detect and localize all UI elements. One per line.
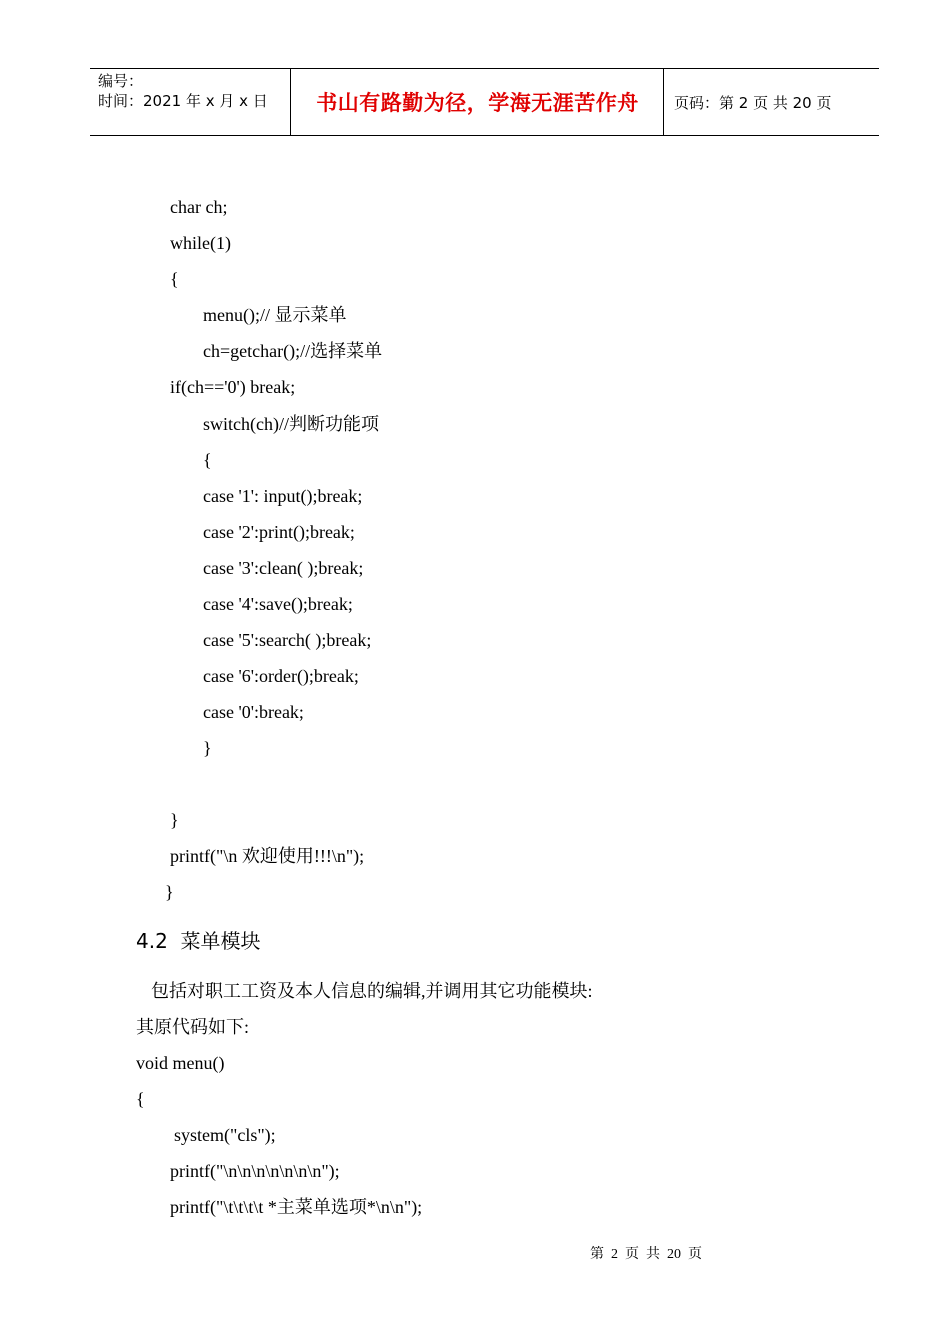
code-line: printf("\n\n\n\n\n\n\n"); xyxy=(170,1161,340,1181)
code-line: case '3':clean( );break; xyxy=(203,558,364,578)
header-number-label: 编号： xyxy=(98,72,144,90)
code-line: case '2':print();break; xyxy=(203,522,355,542)
code-line: } xyxy=(203,738,212,758)
source-label: 其原代码如下: xyxy=(136,1017,250,1037)
code-line: void menu() xyxy=(136,1053,225,1073)
code-line: case '1': input();break; xyxy=(203,486,363,506)
code-line: case '6':order();break; xyxy=(203,666,359,686)
page-header xyxy=(90,68,879,136)
page-footer: 第 2 页 共 20 页 xyxy=(590,1247,702,1262)
header-meta xyxy=(98,71,268,111)
section-intro: 包括对职工工资及本人信息的编辑,并调用其它功能模块: xyxy=(151,981,593,1001)
code-line: while(1) xyxy=(170,233,231,253)
code-line: case '5':search( );break; xyxy=(203,630,372,650)
code-line: switch(ch)//判断功能项 xyxy=(203,414,379,434)
code-line: case '0':break; xyxy=(203,702,304,722)
code-line: { xyxy=(136,1089,145,1109)
code-line: printf("\t\t\t\t *主菜单选项*\n\n"); xyxy=(170,1197,423,1217)
code-line: case '4':save();break; xyxy=(203,594,353,614)
header-motto: 书山有路勤为径，学海无涯苦作舟 xyxy=(316,91,639,115)
code-line: } xyxy=(170,810,179,830)
header-date-label: 时间：2021 年 x 月 x 日 xyxy=(98,92,268,110)
header-divider-right xyxy=(663,69,664,135)
code-line: } xyxy=(165,882,174,902)
section-heading: 4.2 菜单模块 xyxy=(136,929,261,953)
code-line: if(ch=='0') break; xyxy=(170,377,296,397)
code-line: system("cls"); xyxy=(174,1125,276,1145)
code-line: char ch; xyxy=(170,197,228,217)
code-line: printf("\n 欢迎使用!!!\n"); xyxy=(170,846,365,866)
code-line: ch=getchar();//选择菜单 xyxy=(203,341,383,361)
header-page-info: 页码：第 2 页 共 20 页 xyxy=(674,93,832,112)
code-line: { xyxy=(170,269,179,289)
code-line: { xyxy=(203,450,212,470)
code-line: menu();// 显示菜单 xyxy=(203,305,347,325)
